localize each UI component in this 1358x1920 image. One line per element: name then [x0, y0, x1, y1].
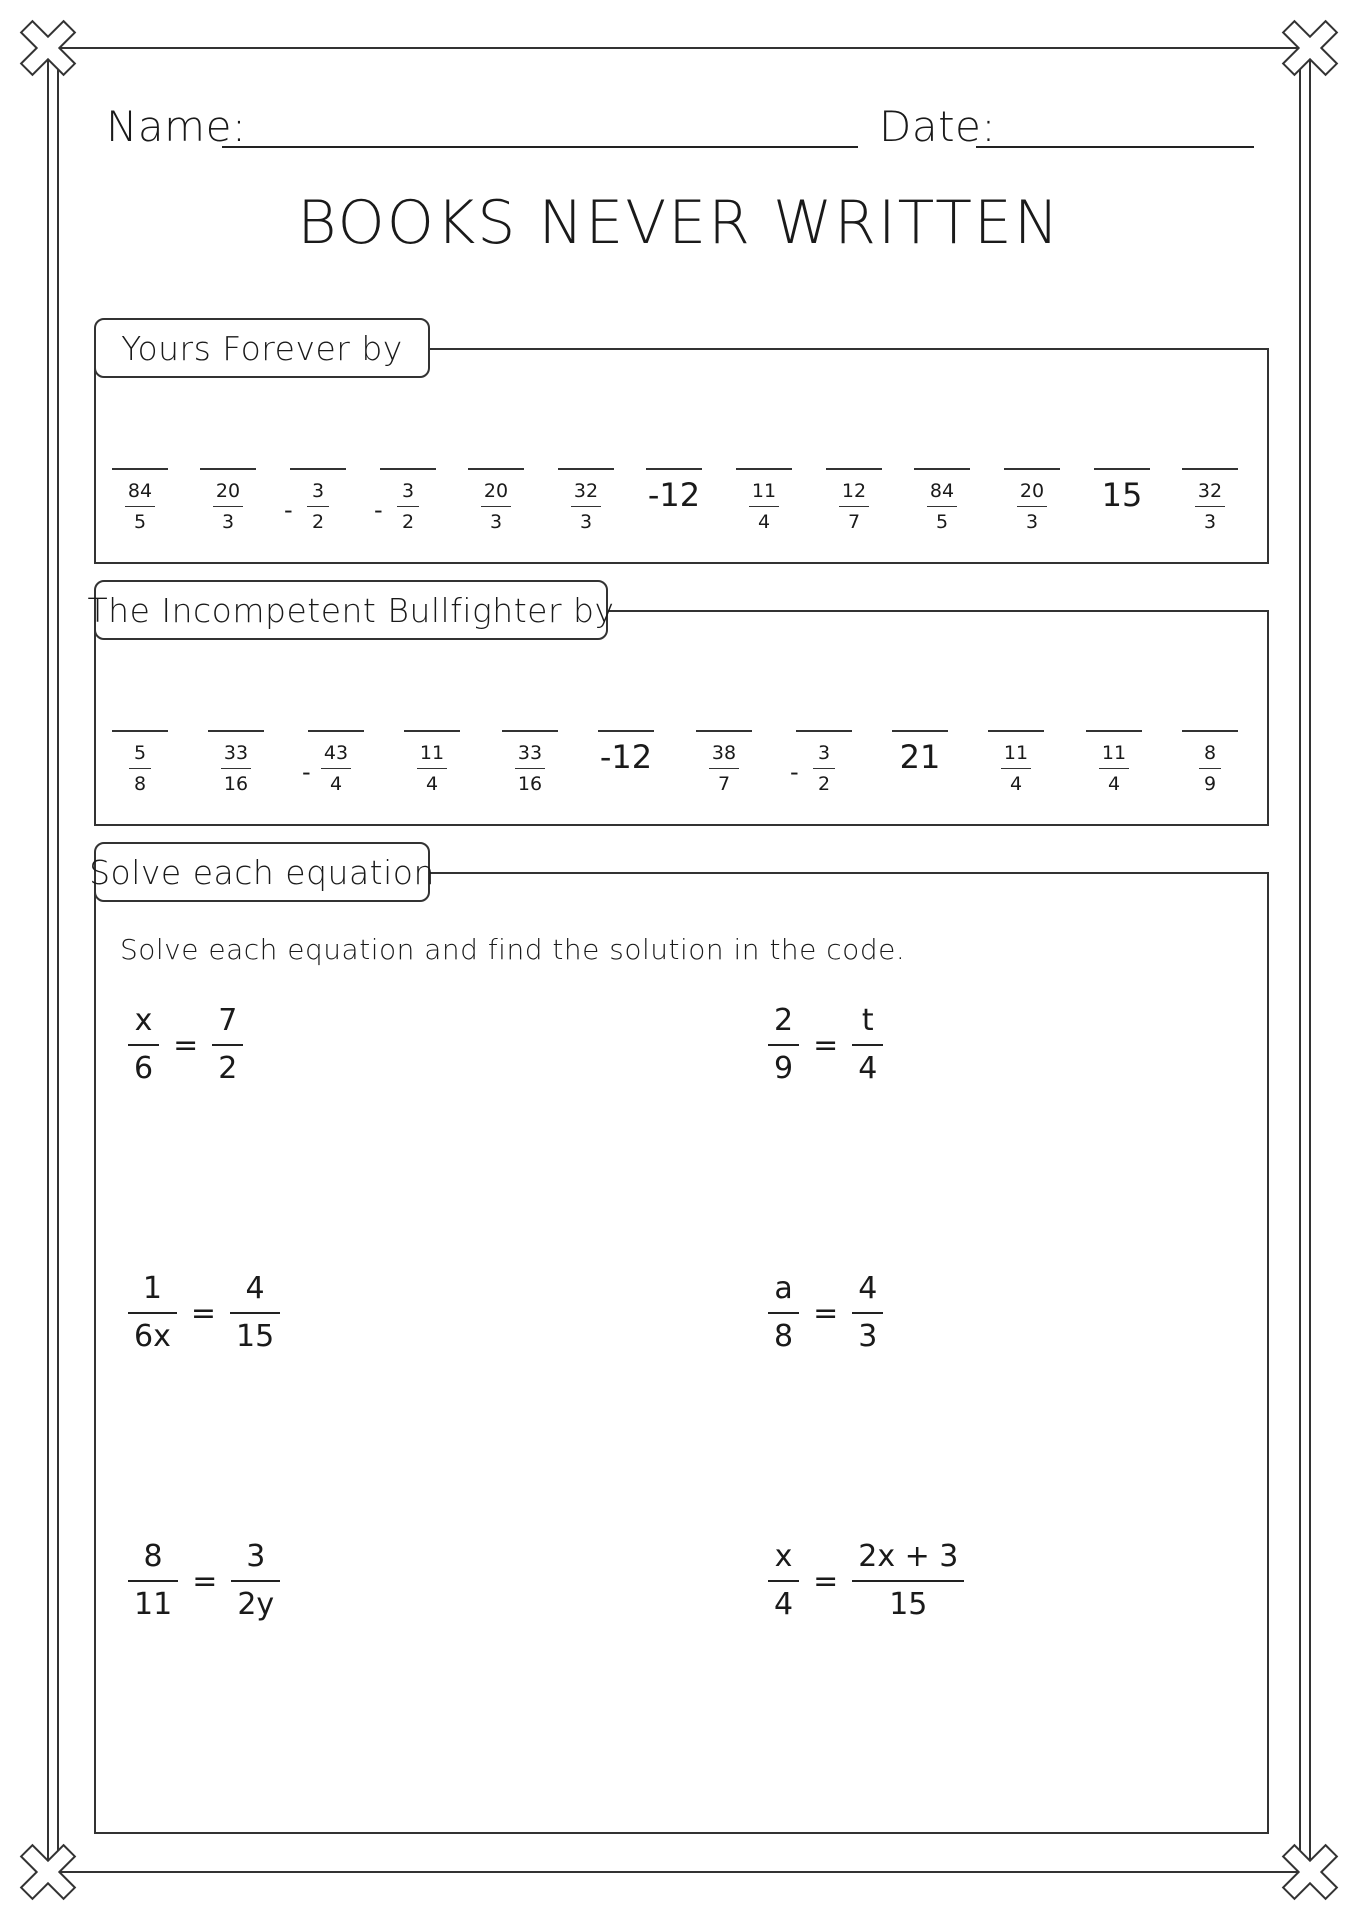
answer-blank[interactable]	[112, 730, 168, 732]
negative-sign: -	[302, 758, 311, 786]
denominator: 4	[757, 511, 771, 533]
numerator: a	[774, 1271, 793, 1306]
code-fraction	[380, 480, 436, 533]
date-field[interactable]	[976, 146, 1254, 148]
code-box-incompetent-bullfighter	[94, 610, 1269, 826]
equals-sign: =	[192, 1563, 218, 1599]
denominator: 4	[1009, 773, 1023, 795]
denominator: 16	[517, 773, 543, 795]
instructions-text: Solve each equation and find the solution in the code.	[120, 933, 906, 966]
numerator: 4	[858, 1271, 878, 1306]
denominator: 4	[329, 773, 343, 795]
denominator: 4	[858, 1051, 878, 1086]
section-tab-solve: Solve each equation	[94, 842, 430, 902]
answer-blank[interactable]	[404, 730, 460, 732]
equation-fraction	[230, 1272, 280, 1354]
equation-fraction	[852, 1272, 883, 1354]
denominator: 5	[935, 511, 949, 533]
name-label: Name:	[106, 102, 247, 151]
denominator: 2	[817, 773, 831, 795]
answer-blank[interactable]	[736, 468, 792, 470]
equation	[128, 1272, 280, 1354]
equation-fraction	[128, 1004, 159, 1086]
code-box-yours-forever	[94, 348, 1269, 564]
equation-fraction	[128, 1272, 177, 1354]
code-row	[96, 350, 1267, 562]
numerator: 11	[1003, 742, 1029, 764]
code-fraction	[290, 480, 346, 533]
date-label: Date:	[879, 102, 997, 151]
denominator: 3	[1203, 511, 1217, 533]
denominator: 5	[133, 511, 147, 533]
code-value: 21	[899, 738, 941, 776]
numerator: 3	[311, 480, 325, 502]
denominator: 4	[1107, 773, 1121, 795]
numerator: 11	[751, 480, 777, 502]
negative-sign: -	[790, 758, 799, 786]
code-fraction	[208, 742, 264, 795]
denominator: 3	[221, 511, 235, 533]
equation-fraction	[212, 1004, 243, 1086]
code-fraction	[308, 742, 364, 795]
code-fraction	[112, 480, 168, 533]
numerator: 3	[817, 742, 831, 764]
code-fraction	[696, 742, 752, 795]
answer-blank[interactable]	[598, 730, 654, 732]
negative-sign: -	[374, 496, 383, 524]
equation-fraction	[852, 1540, 964, 1622]
code-fraction	[826, 480, 882, 533]
answer-blank[interactable]	[208, 730, 264, 732]
code-fraction	[468, 480, 524, 533]
code-fraction	[1004, 480, 1060, 533]
numerator: x	[134, 1003, 153, 1038]
numerator: 2	[774, 1003, 794, 1038]
numerator: 8	[1203, 742, 1217, 764]
denominator: 2y	[237, 1587, 275, 1622]
code-fraction	[1086, 742, 1142, 795]
answer-blank[interactable]	[646, 468, 702, 470]
denominator: 2	[218, 1051, 238, 1086]
equation-fraction	[768, 1540, 799, 1622]
denominator: 9	[1203, 773, 1217, 795]
answer-blank[interactable]	[1094, 468, 1150, 470]
code-value: -12	[599, 738, 653, 776]
equals-sign: =	[813, 1295, 839, 1331]
numerator: 33	[223, 742, 249, 764]
denominator: 2	[401, 511, 415, 533]
answer-blank[interactable]	[1086, 730, 1142, 732]
negative-sign: -	[284, 496, 293, 524]
equation-fraction	[128, 1540, 178, 1622]
section-tab-incompetent-bullfighter: The Incompetent Bullfighter by	[94, 580, 608, 640]
code-fraction	[200, 480, 256, 533]
numerator: 43	[323, 742, 349, 764]
answer-blank[interactable]	[380, 468, 436, 470]
denominator: 11	[134, 1587, 173, 1622]
equation-fraction	[852, 1004, 883, 1086]
denominator: 3	[489, 511, 503, 533]
equation-fraction	[768, 1272, 799, 1354]
code-value: -12	[647, 476, 701, 514]
denominator: 6	[134, 1051, 154, 1086]
answer-blank[interactable]	[988, 730, 1044, 732]
equals-sign: =	[173, 1027, 199, 1063]
code-fraction	[558, 480, 614, 533]
denominator: 8	[133, 773, 147, 795]
equation-fraction	[231, 1540, 280, 1622]
code-fraction	[112, 742, 168, 795]
denominator: 6x	[134, 1319, 171, 1354]
code-fraction	[796, 742, 852, 795]
code-fraction	[736, 480, 792, 533]
answer-blank[interactable]	[290, 468, 346, 470]
denominator: 15	[889, 1587, 928, 1622]
code-fraction	[1182, 742, 1238, 795]
equation-fraction	[768, 1004, 799, 1086]
denominator: 3	[1025, 511, 1039, 533]
numerator: 32	[1197, 480, 1223, 502]
equation	[768, 1272, 883, 1354]
numerator: 12	[841, 480, 867, 502]
denominator: 7	[717, 773, 731, 795]
numerator: 4	[245, 1271, 265, 1306]
numerator: 33	[517, 742, 543, 764]
answer-blank[interactable]	[914, 468, 970, 470]
equation	[128, 1540, 280, 1622]
numerator: 20	[215, 480, 241, 502]
denominator: 3	[858, 1319, 878, 1354]
denominator: 4	[425, 773, 439, 795]
answer-blank[interactable]	[468, 468, 524, 470]
code-fraction	[914, 480, 970, 533]
numerator: 1	[142, 1271, 162, 1306]
answer-blank[interactable]	[826, 468, 882, 470]
numerator: 3	[246, 1539, 266, 1574]
equals-sign: =	[813, 1563, 839, 1599]
code-value: 15	[1101, 476, 1143, 514]
equals-sign: =	[813, 1027, 839, 1063]
numerator: 3	[401, 480, 415, 502]
denominator: 8	[774, 1319, 794, 1354]
numerator: x	[774, 1539, 793, 1574]
numerator: 32	[573, 480, 599, 502]
answer-blank[interactable]	[1182, 468, 1238, 470]
numerator: 84	[929, 480, 955, 502]
answer-blank[interactable]	[558, 468, 614, 470]
numerator: t	[861, 1003, 874, 1038]
numerator: 11	[1101, 742, 1127, 764]
numerator: 11	[419, 742, 445, 764]
numerator: 20	[1019, 480, 1045, 502]
answer-blank[interactable]	[502, 730, 558, 732]
answer-blank[interactable]	[112, 468, 168, 470]
numerator: 38	[711, 742, 737, 764]
code-fraction	[988, 742, 1044, 795]
equation	[768, 1004, 883, 1086]
numerator: 5	[133, 742, 147, 764]
code-fraction	[1182, 480, 1238, 533]
code-row	[96, 612, 1267, 824]
numerator: 20	[483, 480, 509, 502]
code-fraction	[502, 742, 558, 795]
numerator: 2x + 3	[858, 1539, 959, 1574]
answer-blank[interactable]	[200, 468, 256, 470]
numerator: 8	[143, 1539, 163, 1574]
answer-blank[interactable]	[892, 730, 948, 732]
code-fraction	[404, 742, 460, 795]
denominator: 7	[847, 511, 861, 533]
denominator: 3	[579, 511, 593, 533]
section-tab-yours-forever: Yours Forever by	[94, 318, 430, 378]
denominator: 4	[774, 1587, 794, 1622]
denominator: 15	[235, 1319, 275, 1354]
denominator: 2	[311, 511, 325, 533]
numerator: 84	[127, 480, 153, 502]
answer-blank[interactable]	[1182, 730, 1238, 732]
denominator: 9	[774, 1051, 794, 1086]
answer-blank[interactable]	[308, 730, 364, 732]
answer-blank[interactable]	[796, 730, 852, 732]
denominator: 16	[223, 773, 249, 795]
numerator: 7	[218, 1003, 238, 1038]
page-title: BOOKS NEVER WRITTEN	[297, 188, 1061, 258]
answer-blank[interactable]	[1004, 468, 1060, 470]
name-field[interactable]	[222, 146, 858, 148]
equals-sign: =	[190, 1295, 216, 1331]
equation	[768, 1540, 964, 1622]
answer-blank[interactable]	[696, 730, 752, 732]
equation	[128, 1004, 243, 1086]
